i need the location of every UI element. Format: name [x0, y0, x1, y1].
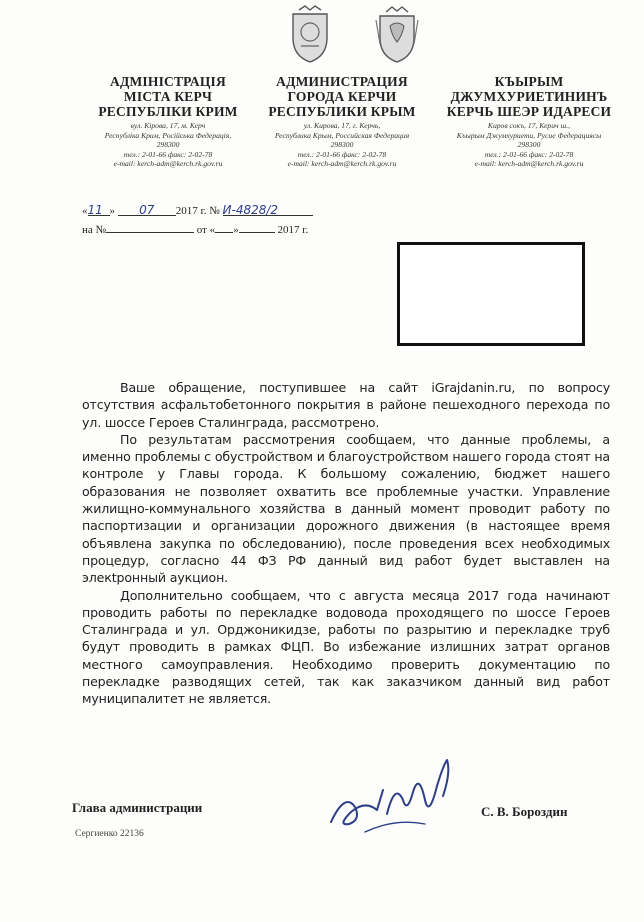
kerch-crest-icon — [285, 4, 335, 64]
reg-number: И-4828/2 — [222, 203, 279, 217]
reg-month: 07 — [139, 203, 155, 217]
phone-line: тел.: 2-01-66 факс: 2-02-78 — [484, 149, 574, 159]
email-line: e-mail: kerch-adm@kerch.rk.gov.ru — [113, 159, 223, 168]
address-line: вул. Кірова, 17, м. Керч — [130, 121, 206, 130]
org-line: МІСТА КЕРЧ — [123, 89, 213, 104]
letter-body — [82, 379, 610, 708]
email-line: e-mail: kerch-adm@kerch.rk.gov.ru — [474, 159, 584, 168]
phone-line: тел.: 2-01-66 факс: 2-02-78 — [297, 149, 387, 159]
signatory-name: С. В. Бороздин — [481, 804, 568, 819]
address-line: Республіка Крим, Російська Федерація, — [104, 130, 232, 140]
org-line: КЪЫРЫМ — [494, 74, 564, 89]
executor-note: Сергиенко 22136 — [75, 829, 144, 839]
address-line: 298300 — [517, 140, 541, 149]
outgoing-registration: «11 » 07 2017 г. № И-4828/2 — [82, 203, 313, 217]
phone-line: тел.: 2-01-66 факс: 2-02-78 — [123, 149, 213, 159]
email-line: e-mail: kerch-adm@kerch.rk.gov.ru — [287, 159, 397, 168]
org-line: РЕСПУБЛИКИ КРЫМ — [268, 104, 416, 119]
org-line: АДМИНИСТРАЦИЯ — [276, 74, 408, 89]
address-line: Киров сокъ, 17, Керич ш., — [487, 121, 571, 130]
body-paragraph: Дополнительно сообщаем, что с августа месяца 2017 года начинают проводить работы по перекладке водовода проходящего по шоссе Героев Сталинграда и ул. Орджоникидзе, работы по разрытию и перекладке труб будут проводить в рамках ФЦП. Во избежание излишних затрат органов местного самоуправления. Необходимо проверить документацию по перекладке разводящих сетей, так как заказчиком данный вид работ муниципалитет не является. — [82, 587, 610, 707]
org-line: КЕРЧЬ ШЕЭР ИДАРЕСИ — [446, 104, 612, 119]
signatory-title: Глава администрации — [72, 800, 203, 815]
address-line: Къырым Джумхуриети, Русие Федерациясы — [456, 130, 602, 140]
org-line: ГОРОДА КЕРЧИ — [287, 89, 397, 104]
header-ukrainian — [78, 74, 258, 169]
handwritten-signature — [325, 752, 460, 842]
address-line: Республика Крым, Российская Федерация — [274, 130, 410, 140]
body-paragraph: Ваше обращение, поступившее на сайт iGrajdanin.ru, по вопросу отсутствия асфальтобетонного покрытия в районе пешеходного перехода по ул. шоссе Героев Сталинграда, рассмотрено. — [82, 380, 610, 430]
header-crimean-tatar — [430, 74, 628, 169]
body-paragraph: По результатам рассмотрения сообщаем, что данные проблемы, а именно проблемы с обустройством и благоустройством нашего города стоят на контроле у Главы города. К большому сожалению, бюджет нашего образования не позволяет охватить все проблемные участки. Управление жилищно-коммунального хозяйства в данный момент проводит работу по паспортизации и организации дорожного движения (в настоящее время объявлена закупка по обследованию), после проведения всех необходимых процедур, согласно 44 ФЗ РФ данный вид работ будет выставлен на элекtронный аукцион. — [82, 431, 610, 586]
org-line: ДЖУМХУРИЕТИНИНЪ — [450, 89, 608, 104]
address-line: 298300 — [330, 140, 354, 149]
incoming-reference: на № от « » 2017 г. — [82, 220, 308, 236]
header-russian — [252, 74, 432, 169]
address-line: 298300 — [156, 140, 180, 149]
reg-day: 11 — [87, 203, 103, 217]
org-line: АДМІНІСТРАЦІЯ — [110, 74, 226, 89]
address-line: ул. Кирова, 17, г. Керчь, — [303, 121, 381, 130]
crimea-crest-icon — [372, 4, 422, 64]
addressee-redaction-box — [397, 242, 585, 346]
org-line: РЕСПУБЛІКИ КРИМ — [98, 104, 238, 119]
